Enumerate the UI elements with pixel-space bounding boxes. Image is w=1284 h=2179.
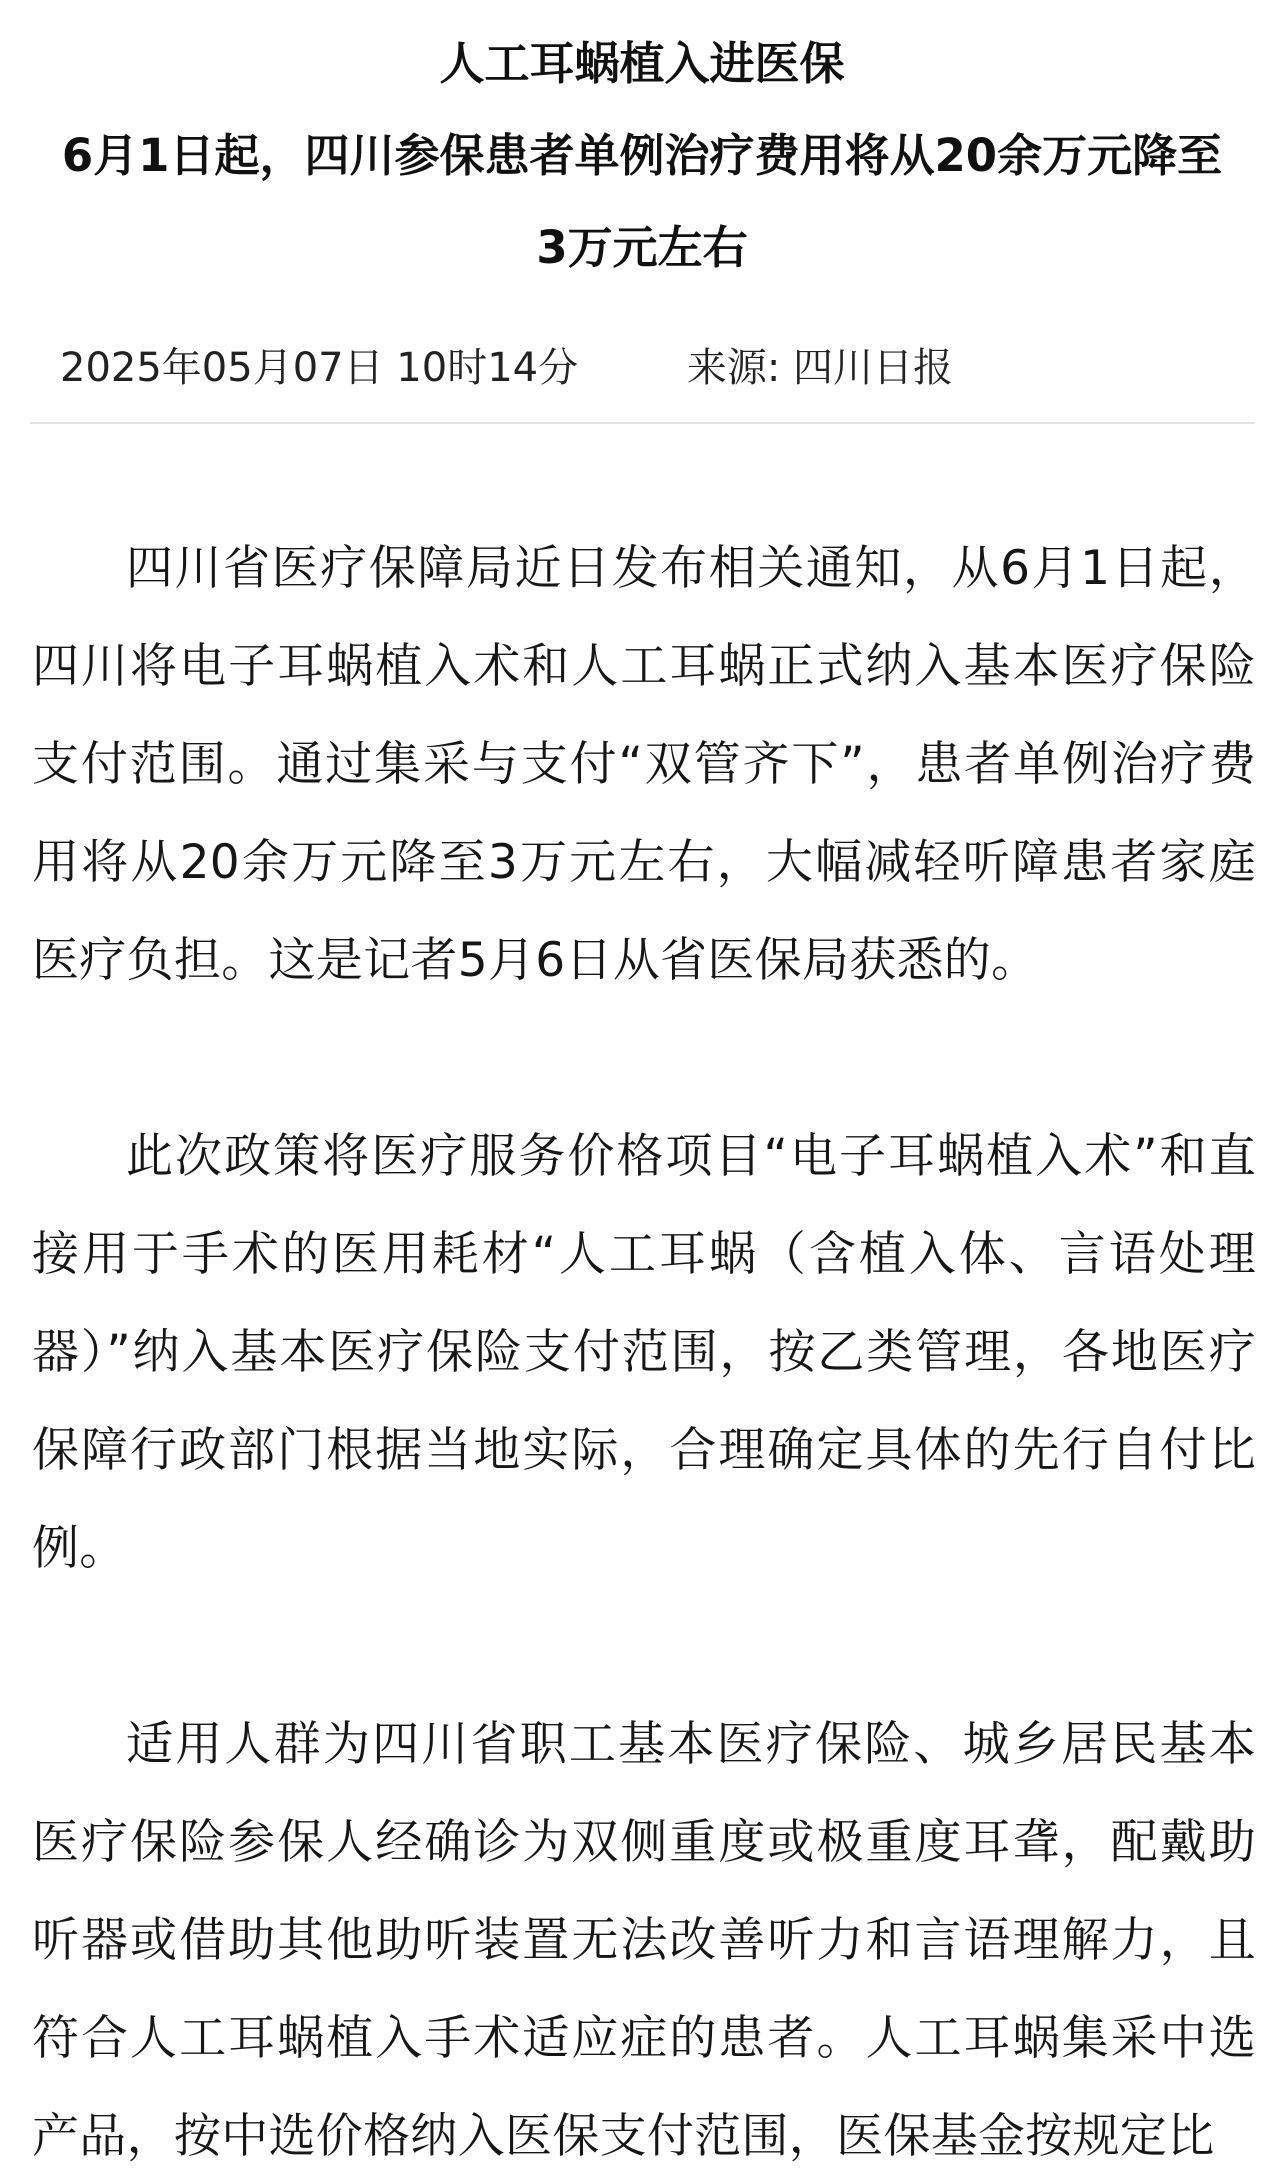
headline-sub-line-1: 6月1日起，四川参保患者单例治疗费用将从20余万元降至	[61, 129, 1223, 182]
article-meta	[60, 338, 953, 398]
paragraph-1: 四川省医疗保障局近日发布相关通知，从6月1日起，四川将电子耳蜗植入术和人工耳蜗正式纳入基本医疗保险支付范围。通过集采与支付“双管齐下”，患者单例治疗费用将从20余万元降至3万元左右，大幅减轻听障患者家庭医疗负担。这是记者5月6日从省医保局获悉的。	[32, 541, 1256, 988]
article-headline	[30, 18, 1254, 294]
publish-date: 2025年05月07日 10时14分	[60, 345, 579, 391]
paragraph-2: 此次政策将医疗服务价格项目“电子耳蜗植入术”和直接用于手术的医用耗材“人工耳蜗（含植入体、言语处理器）”纳入基本医疗保险支付范围，按乙类管理，各地医疗保障行政部门根据当地实际，合理确定具体的先行自付比例。	[32, 1129, 1256, 1576]
header-divider	[30, 422, 1254, 424]
article-source: 来源: 四川日报	[686, 345, 954, 391]
headline-sub-line-2: 3万元左右	[536, 221, 748, 274]
headline-main: 人工耳蜗植入进医保	[439, 37, 845, 90]
article-body	[32, 520, 1256, 2179]
paragraph-3: 适用人群为四川省职工基本医疗保险、城乡居民基本医疗保险参保人经确诊为双侧重度或极重度耳聋，配戴助听器或借助其他助听装置无法改善听力和言语理解力，且符合人工耳蜗植入手术适应症的患者。人工耳蜗集采中选产品，按中选价格纳入医保支付范围，医保基金按规定比	[32, 1717, 1256, 2164]
